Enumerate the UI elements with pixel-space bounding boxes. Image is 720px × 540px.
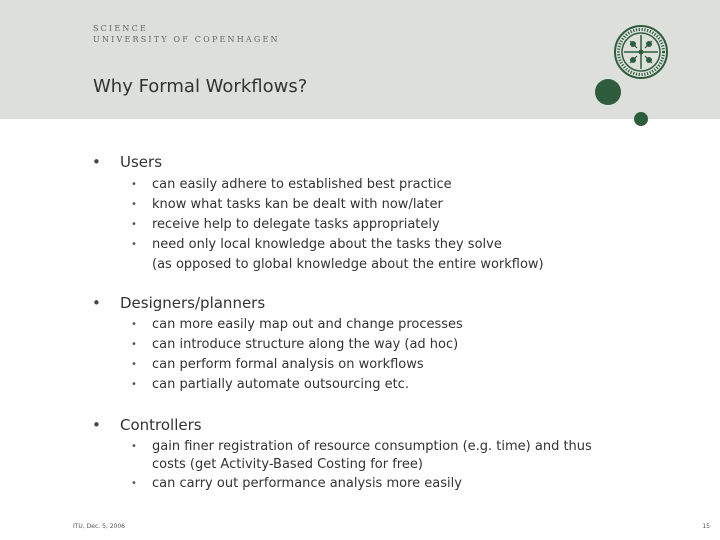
- list-item-text-continued: (as opposed to global knowledge about the entire workflow): [152, 257, 544, 272]
- list-bullet: •: [131, 478, 137, 489]
- list-bullet: •: [131, 239, 137, 250]
- faculty-line-science: SCIENCE: [93, 24, 148, 33]
- list-item-text: can carry out performance analysis more easily: [152, 476, 462, 491]
- page-number: 15: [702, 523, 710, 530]
- list-bullet: •: [131, 379, 137, 390]
- list-item-text: can easily adhere to established best practice: [152, 177, 452, 192]
- slide-title: Why Formal Workflows?: [93, 76, 308, 97]
- faculty-line-university: UNIVERSITY OF COPENHAGEN: [93, 35, 280, 44]
- list-item-text: gain finer registration of resource consumption (e.g. time) and thus: [152, 439, 592, 454]
- list-item-text: can introduce structure along the way (ad hoc): [152, 337, 459, 352]
- section-title: Designers/planners: [120, 294, 266, 312]
- list-item-text-continued: costs (get Activity-Based Costing for free): [152, 457, 423, 472]
- list-bullet: •: [131, 339, 137, 350]
- list-bullet: •: [131, 359, 137, 370]
- list-item-text: can more easily map out and change processes: [152, 317, 463, 332]
- list-bullet: •: [131, 199, 137, 210]
- section-bullet: •: [92, 153, 101, 171]
- list-bullet: •: [131, 179, 137, 190]
- list-bullet: •: [131, 219, 137, 230]
- section-bullet: •: [92, 416, 101, 434]
- section-bullet: •: [92, 294, 101, 312]
- list-item-text: can partially automate outsourcing etc.: [152, 377, 409, 392]
- footer-date: ITU, Dec. 5, 2006: [73, 523, 125, 530]
- list-bullet: •: [131, 319, 137, 330]
- list-item-text: need only local knowledge about the tasks they solve: [152, 237, 502, 252]
- list-item-text: receive help to delegate tasks appropriately: [152, 217, 440, 232]
- list-item-text: know what tasks kan be dealt with now/later: [152, 197, 443, 212]
- list-bullet: •: [131, 441, 137, 452]
- section-title: Users: [120, 153, 163, 171]
- section-title: Controllers: [120, 416, 202, 434]
- list-item-text: can perform formal analysis on workflows: [152, 357, 424, 372]
